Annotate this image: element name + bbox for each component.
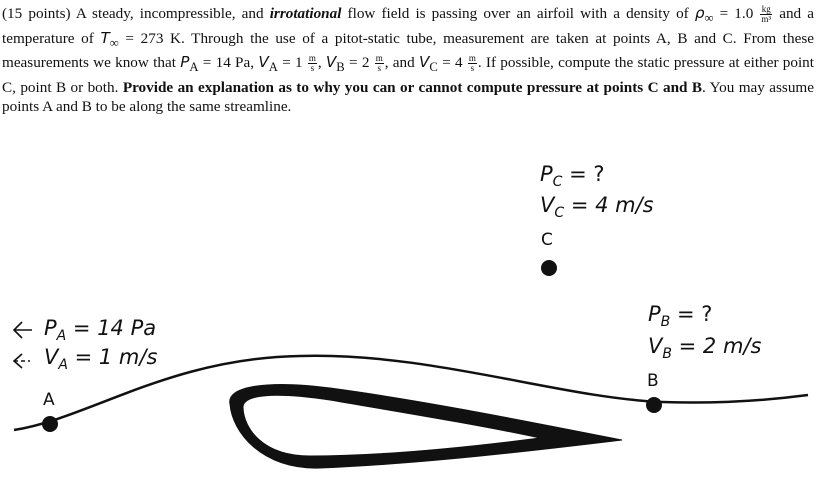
- point-b-marker: [646, 397, 662, 413]
- point-b-letter: B: [647, 371, 659, 391]
- point-a-letter: A: [43, 390, 55, 410]
- bold-instruction: Provide an explanation as to why you can or cannot compute pressure at points C and B: [122, 78, 703, 96]
- irrotational-emphasis: irrotational: [269, 5, 342, 22]
- point-b-pressure: $P_B$ = ?: [648, 302, 713, 331]
- point-c-velocity: $V_C = 4$ m/s: [540, 193, 654, 222]
- problem-statement: (15 points) A steady, incompressible, and irrotational flow field is passing over an airfoil with a density of $\rho_\infty = 1.0$ $\frac{kg}{\text{m³}}$ and a temperature of $T_\infty = 273$ K. Through the use of a pitot-static tube, measurement are taken at points A, B and C. From these measurements we know that $P_A = 14$ Pa, $V_A = 1$ $\frac{m}{s}$ , $V_B = 2$ $\frac{m}{s}$ , and $V_C = 4$ $\frac{m}{s}$ . If possible, compute the static pressure at either point C, point B or both. Provide an explanation as to why you can or cannot compute pressure at points C and B. You may assume points A and B to be along the same streamline.: [2, 4, 815, 116]
- point-c-letter: C: [541, 230, 553, 250]
- arrow-pa-icon: [14, 322, 32, 338]
- airfoil: [230, 385, 622, 469]
- density-units: $\frac{kg}{\text{m³}}$: [761, 4, 772, 25]
- point-a-marker: [42, 416, 58, 432]
- point-b-velocity: $V_B = 2$ m/s: [648, 334, 762, 363]
- point-a-pressure: $P_A = 14$ Pa: [44, 316, 157, 345]
- point-c-pressure: $P_C$ = ?: [540, 162, 605, 191]
- arrow-va-icon: [14, 354, 30, 368]
- point-c-marker: [541, 260, 557, 276]
- point-a-velocity: $V_A = 1$ m/s: [44, 345, 158, 374]
- points-label: (15 points): [2, 5, 71, 22]
